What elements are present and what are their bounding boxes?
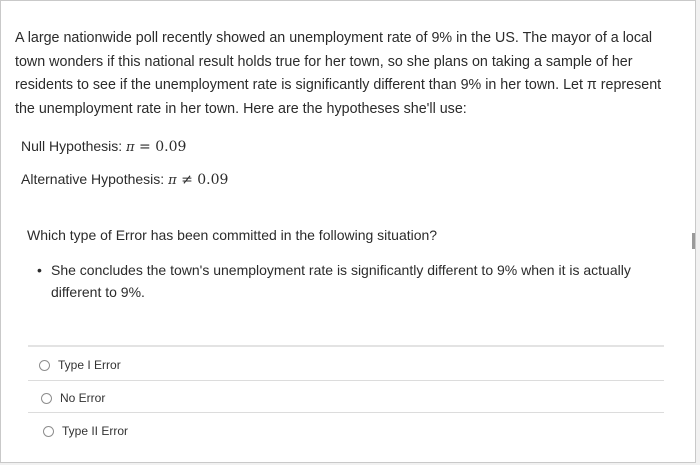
option-type-ii-error[interactable] (43, 424, 128, 438)
alternative-hypothesis-symbol: π (168, 173, 177, 188)
options-divider-top (28, 345, 664, 347)
alternative-hypothesis-relation: ≠ (176, 172, 198, 188)
option-no-error[interactable] (41, 391, 105, 405)
null-hypothesis-label: Null Hypothesis: (21, 138, 127, 154)
situation-list-item (37, 259, 667, 303)
null-hypothesis (21, 138, 186, 155)
option-label: Type I Error (58, 358, 121, 372)
options-divider (28, 412, 664, 413)
radio-icon[interactable] (39, 360, 50, 371)
options-divider (28, 380, 664, 381)
situation-text: She concludes the town's unemployment rate is significantly different to 9% when it is actually different to 9%. (51, 262, 631, 300)
option-label: No Error (60, 391, 106, 405)
alternative-hypothesis-value: 0.09 (197, 172, 229, 188)
option-type-i-error[interactable] (39, 358, 121, 372)
null-hypothesis-value: 0.09 (155, 139, 187, 155)
alternative-hypothesis (21, 171, 228, 188)
radio-icon[interactable] (43, 426, 54, 437)
null-hypothesis-relation: = (134, 139, 156, 155)
bullet-icon: • (37, 262, 42, 278)
question-prompt: A large nationwide poll recently showed an unemployment rate of 9% in the US. The mayor of a local town wonders if this national result holds true for her town, so she plans on taking a sample of her residents to see if the unemployment rate is significantly different than 9% in her town. Let π represent the unemployment rate in her town. Here are the hypotheses she'll use: (15, 30, 662, 117)
null-hypothesis-symbol: π (126, 140, 135, 155)
question-ask: Which type of Error has been committed in the following situation? (27, 227, 438, 243)
scroll-edge-tab (692, 233, 695, 249)
radio-icon[interactable] (41, 393, 52, 404)
alternative-hypothesis-label: Alternative Hypothesis: (21, 171, 169, 187)
option-label: Type II Error (62, 424, 129, 438)
